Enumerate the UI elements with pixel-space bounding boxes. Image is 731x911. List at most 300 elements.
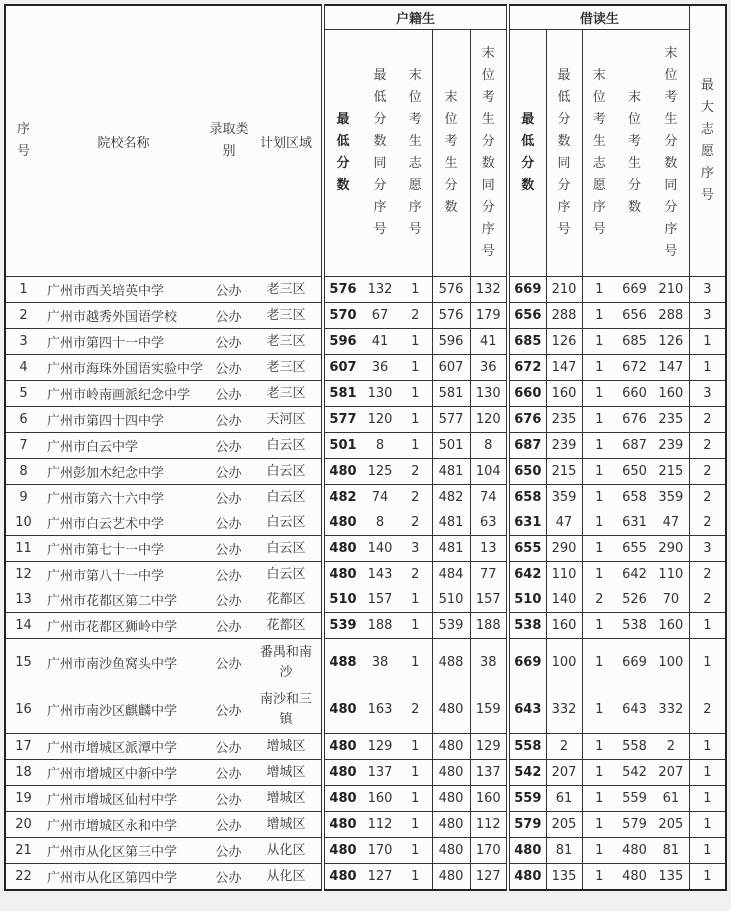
header-transfer-tie-rank-label: 最低分数同分序号 — [557, 68, 571, 237]
cell-resident-tie-rank: 120 — [361, 407, 399, 433]
cell-resident-tie-rank: 143 — [361, 562, 399, 588]
cell-resident-tie-rank: 163 — [367, 702, 393, 717]
cell-transfer-min-score: 658 — [508, 485, 546, 511]
cell-school-name: 广州市南沙区麒麟中学 — [47, 704, 178, 719]
cell-transfer-min-score: 656 — [508, 303, 546, 329]
cell-admission-type: 公办 — [206, 536, 251, 562]
cell-resident-last-tie-rank: 104 — [470, 459, 508, 485]
cell-transfer-choice-rank: 1 — [582, 812, 616, 838]
header-resident-choice-rank — [399, 30, 432, 277]
cell-admission-type: 公办 — [206, 381, 251, 407]
cell-plan-region: 天河区 — [251, 407, 323, 433]
cell-plan-region: 增城区 — [251, 812, 323, 838]
cell-transfer-choice-rank: 1 — [582, 485, 616, 511]
cell-transfer-last-tie-rank: 290 — [653, 536, 689, 562]
cell-plan-region: 从化区 — [251, 864, 323, 891]
cell-resident-last-score: 576 — [432, 277, 470, 303]
cell-resident-choice-rank: 1 — [399, 786, 432, 812]
table-row — [5, 433, 726, 459]
cell-row-number: 13 — [15, 592, 32, 607]
cell-transfer-choice-rank: 1 — [582, 277, 616, 303]
cell-transfer-choice-rank: 1 — [582, 407, 616, 433]
cell-row-number: 22 — [5, 864, 41, 891]
cell-resident-last-tie-rank: 127 — [470, 864, 508, 891]
cell-transfer-min-score: 685 — [508, 329, 546, 355]
cell-admission-type: 公办 — [206, 760, 251, 786]
cell-transfer-choice-rank: 1 — [582, 864, 616, 891]
cell-resident-min-score: 482 — [323, 485, 361, 511]
cell-admission-type: 公办 — [206, 613, 251, 639]
cell-transfer-min-score: 542 — [508, 760, 546, 786]
cell-transfer-tie-rank: 100 — [546, 639, 582, 687]
cell-transfer-tie-rank: 160 — [546, 381, 582, 407]
cell-max-choice-rank: 2 — [689, 433, 726, 459]
cell-plan-region: 增城区 — [251, 734, 323, 760]
cell-transfer-min-score: 669 — [508, 277, 546, 303]
cell-resident-last-tie-rank: 8 — [470, 433, 508, 459]
header-group-transfer: 借读生 — [508, 5, 689, 30]
cell-resident-min-score: 577 — [323, 407, 361, 433]
cell-plan-region: 番禺和南沙 — [251, 639, 323, 687]
cell-resident-last-score: 576 — [432, 303, 470, 329]
cell-resident-min-score: 480 — [323, 760, 361, 786]
cell-transfer-tie-rank: 140 — [546, 587, 582, 613]
cell-transfer-last-tie-rank: 205 — [653, 812, 689, 838]
cell-resident-last-score: 480 — [432, 786, 470, 812]
cell-transfer-choice-rank: 1 — [582, 459, 616, 485]
cell-resident-tie-rank: 125 — [361, 459, 399, 485]
cell-max-choice-rank: 1 — [689, 355, 726, 381]
cell-transfer-tie-rank: 332 — [546, 686, 582, 734]
cell-transfer-last-score: 480 — [616, 864, 653, 891]
cell-school-name: 广州市南沙鱼窝头中学 — [41, 639, 206, 687]
cell-transfer-tie-rank: 207 — [546, 760, 582, 786]
cell-resident-last-tie-rank: 74 — [470, 485, 508, 511]
cell-transfer-last-score: 650 — [616, 459, 653, 485]
header-resident-tie-rank-label: 最低分数同分序号 — [373, 68, 387, 237]
cell-transfer-last-score: 643 — [622, 702, 647, 717]
cell-resident-last-score: 480 — [432, 686, 470, 734]
cell-school-name: 广州市第七十一中学 — [41, 536, 206, 562]
cell-resident-last-score: 480 — [432, 864, 470, 891]
header-transfer-last-score — [616, 30, 653, 277]
table-row — [5, 459, 726, 485]
cell-transfer-last-tie-rank: 47 — [662, 515, 680, 530]
cell-row-number: 2 — [5, 303, 41, 329]
cell-transfer-min-score: 480 — [508, 864, 546, 891]
header-resident-min-score-label: 最低分数 — [336, 112, 350, 193]
cell-transfer-last-score: 687 — [616, 433, 653, 459]
cell-max-choice-rank: 3 — [689, 303, 726, 329]
cell-transfer-last-score: 655 — [616, 536, 653, 562]
cell-resident-last-tie-rank: 129 — [470, 734, 508, 760]
cell-row-number: 14 — [5, 613, 41, 639]
cell-admission-type: 公办 — [206, 459, 251, 485]
cell-resident-min-score: 480 — [323, 459, 361, 485]
cell-resident-last-tie-rank: 132 — [470, 277, 508, 303]
cell-transfer-last-score: 579 — [616, 812, 653, 838]
table-row — [5, 613, 726, 639]
cell-school-name: 广州市花都区狮岭中学 — [41, 613, 206, 639]
cell-resident-last-tie-rank: 160 — [470, 786, 508, 812]
cell-resident-tie-rank: 67 — [361, 303, 399, 329]
cell-resident-tie-rank: 132 — [361, 277, 399, 303]
cell-school-name: 广州市增城区仙村中学 — [41, 786, 206, 812]
cell-plan-region: 白云区 — [266, 514, 306, 530]
cell-row-number: 18 — [5, 760, 41, 786]
cell-transfer-min-score: 676 — [508, 407, 546, 433]
cell-row-number: 5 — [5, 381, 41, 407]
cell-admission-type: 公办 — [206, 407, 251, 433]
cell-transfer-min-score: 631 — [508, 510, 546, 536]
cell-resident-min-score: 480 — [323, 864, 361, 891]
cell-resident-choice-rank: 2 — [411, 515, 420, 530]
cell-transfer-min-score: 510 — [508, 587, 546, 613]
header-plan-region: 计划区域 — [259, 135, 312, 151]
cell-max-choice-rank: 1 — [689, 639, 726, 687]
header-resident-last-tie-rank — [470, 30, 508, 277]
cell-resident-min-score: 581 — [323, 381, 361, 407]
table-row — [5, 303, 726, 329]
header-school-name: 院校名称 — [97, 135, 150, 151]
cell-plan-region: 增城区 — [251, 760, 323, 786]
cell-max-choice-rank: 2 — [689, 587, 726, 613]
cell-resident-last-tie-rank: 63 — [470, 510, 508, 536]
cell-max-choice-rank: 2 — [689, 485, 726, 511]
cell-plan-region: 老三区 — [251, 355, 323, 381]
cell-transfer-choice-rank: 1 — [582, 838, 616, 864]
table-row — [5, 485, 726, 511]
cell-row-number: 17 — [5, 734, 41, 760]
cell-transfer-last-tie-rank: 147 — [653, 355, 689, 381]
cell-resident-choice-rank: 2 — [411, 702, 420, 717]
cell-resident-min-score: 480 — [323, 686, 361, 734]
cell-plan-region: 老三区 — [251, 277, 323, 303]
cell-transfer-tie-rank: 359 — [546, 485, 582, 511]
cell-max-choice-rank: 1 — [689, 838, 726, 864]
cell-transfer-last-score: 660 — [616, 381, 653, 407]
cell-transfer-last-score: 542 — [616, 760, 653, 786]
cell-admission-type: 公办 — [206, 734, 251, 760]
cell-max-choice-rank: 2 — [689, 459, 726, 485]
cell-row-number: 6 — [5, 407, 41, 433]
table-header — [5, 5, 726, 277]
cell-transfer-choice-rank: 1 — [582, 303, 616, 329]
cell-transfer-choice-rank: 2 — [582, 587, 616, 613]
cell-transfer-min-score: 650 — [508, 459, 546, 485]
header-resident-last-score-label: 末位考生分数 — [444, 90, 458, 215]
cell-transfer-last-tie-rank: 160 — [653, 381, 689, 407]
cell-max-choice-rank: 1 — [689, 812, 726, 838]
cell-plan-region: 老三区 — [251, 381, 323, 407]
cell-transfer-min-score: 480 — [508, 838, 546, 864]
cell-resident-min-score: 480 — [323, 510, 361, 536]
cell-transfer-tie-rank: 110 — [546, 562, 582, 588]
cell-resident-tie-rank: 112 — [361, 812, 399, 838]
cell-row-number: 8 — [5, 459, 41, 485]
cell-max-choice-rank: 1 — [689, 760, 726, 786]
cell-max-choice-rank: 1 — [689, 613, 726, 639]
cell-admission-type: 公办 — [206, 485, 251, 511]
cell-admission-type: 公办 — [206, 786, 251, 812]
header-max-choice-rank — [689, 5, 726, 277]
cell-resident-last-score: 480 — [432, 838, 470, 864]
cell-school-name: 广州市越秀外国语学校 — [41, 303, 206, 329]
cell-row-number: 1 — [5, 277, 41, 303]
cell-transfer-tie-rank: 290 — [546, 536, 582, 562]
cell-transfer-min-score: 559 — [508, 786, 546, 812]
cell-resident-last-tie-rank: 137 — [470, 760, 508, 786]
cell-resident-min-score: 480 — [323, 536, 361, 562]
cell-transfer-min-score: 538 — [508, 613, 546, 639]
table-row — [5, 536, 726, 562]
cell-max-choice-rank: 1 — [689, 864, 726, 891]
cell-resident-choice-rank: 2 — [399, 303, 432, 329]
cell-resident-choice-rank: 1 — [399, 355, 432, 381]
cell-transfer-choice-rank: 1 — [582, 355, 616, 381]
cell-resident-tie-rank: 74 — [361, 485, 399, 511]
cell-transfer-tie-rank: 126 — [546, 329, 582, 355]
cell-transfer-last-tie-rank: 359 — [653, 485, 689, 511]
cell-row-number: 21 — [5, 838, 41, 864]
cell-resident-min-score: 480 — [323, 812, 361, 838]
cell-resident-min-score: 596 — [323, 329, 361, 355]
cell-school-name: 广州市第八十一中学 — [41, 562, 206, 588]
cell-transfer-last-score: 480 — [616, 838, 653, 864]
cell-max-choice-rank: 2 — [689, 562, 726, 588]
cell-transfer-tie-rank: 160 — [546, 613, 582, 639]
cell-transfer-min-score: 687 — [508, 433, 546, 459]
cell-resident-tie-rank: 127 — [361, 864, 399, 891]
cell-row-number: 12 — [5, 562, 41, 588]
table-row — [5, 355, 726, 381]
cell-school-name: 广州市第四十一中学 — [41, 329, 206, 355]
cell-resident-choice-rank: 1 — [399, 734, 432, 760]
cell-transfer-choice-rank: 1 — [582, 329, 616, 355]
table-row — [5, 786, 726, 812]
table-row — [5, 639, 726, 687]
header-resident-last-score — [432, 30, 470, 277]
cell-resident-last-score: 484 — [432, 562, 470, 588]
cell-resident-tie-rank: 188 — [361, 613, 399, 639]
cell-resident-last-tie-rank: 41 — [470, 329, 508, 355]
cell-row-number: 20 — [5, 812, 41, 838]
table-row — [5, 381, 726, 407]
header-group-resident: 户籍生 — [323, 5, 508, 30]
cell-transfer-choice-rank: 1 — [582, 686, 616, 734]
cell-admission-type: 公办 — [206, 812, 251, 838]
cell-resident-tie-rank: 41 — [361, 329, 399, 355]
cell-transfer-last-tie-rank: 135 — [653, 864, 689, 891]
cell-row-number: 15 — [5, 639, 41, 687]
cell-max-choice-rank: 2 — [689, 686, 726, 734]
cell-resident-min-score: 480 — [323, 786, 361, 812]
cell-resident-last-score: 480 — [432, 734, 470, 760]
header-transfer-choice-rank-label: 末位考生志愿序号 — [592, 68, 606, 237]
cell-max-choice-rank: 1 — [689, 734, 726, 760]
cell-resident-last-score: 481 — [432, 459, 470, 485]
cell-admission-type: 公办 — [215, 517, 242, 532]
table-row — [5, 407, 726, 433]
cell-transfer-min-score: 655 — [508, 536, 546, 562]
cell-transfer-last-tie-rank: 2 — [653, 734, 689, 760]
cell-transfer-min-score: 669 — [508, 639, 546, 687]
cell-row-number: 10 — [15, 515, 32, 530]
cell-transfer-last-score: 538 — [616, 613, 653, 639]
cell-resident-last-tie-rank: 159 — [470, 686, 508, 734]
cell-admission-type: 公办 — [206, 639, 251, 687]
cell-resident-choice-rank: 1 — [399, 277, 432, 303]
cell-admission-type: 公办 — [215, 594, 242, 609]
cell-max-choice-rank: 3 — [689, 536, 726, 562]
cell-plan-region: 老三区 — [251, 329, 323, 355]
cell-resident-last-score: 501 — [432, 433, 470, 459]
cell-transfer-last-score: 656 — [616, 303, 653, 329]
cell-resident-choice-rank: 1 — [399, 812, 432, 838]
cell-transfer-min-score: 642 — [508, 562, 546, 588]
cell-transfer-choice-rank: 1 — [582, 613, 616, 639]
cell-transfer-last-tie-rank: 288 — [653, 303, 689, 329]
cell-resident-last-score: 482 — [432, 485, 470, 511]
cell-transfer-tie-rank: 47 — [546, 510, 582, 536]
cell-transfer-last-score: 669 — [616, 277, 653, 303]
table-row — [5, 838, 726, 864]
cell-row-number: 11 — [5, 536, 41, 562]
cell-school-name: 广州市增城区派潭中学 — [41, 734, 206, 760]
cell-admission-type: 公办 — [206, 329, 251, 355]
cell-resident-tie-rank: 129 — [361, 734, 399, 760]
cell-resident-choice-rank: 1 — [399, 613, 432, 639]
cell-school-name: 广州市第四十四中学 — [41, 407, 206, 433]
cell-transfer-last-tie-rank: 235 — [653, 407, 689, 433]
cell-admission-type: 公办 — [206, 277, 251, 303]
cell-resident-last-tie-rank: 36 — [470, 355, 508, 381]
header-admission-type — [206, 5, 251, 277]
cell-plan-region: 花都区 — [251, 613, 323, 639]
cell-max-choice-rank: 1 — [689, 786, 726, 812]
cell-resident-last-tie-rank: 179 — [470, 303, 508, 329]
cell-transfer-tie-rank: 135 — [546, 864, 582, 891]
table-row — [5, 277, 726, 303]
cell-resident-tie-rank: 160 — [361, 786, 399, 812]
cell-transfer-tie-rank: 288 — [546, 303, 582, 329]
cell-transfer-tie-rank: 61 — [546, 786, 582, 812]
cell-transfer-min-score: 579 — [508, 812, 546, 838]
table-row — [5, 587, 726, 613]
cell-resident-last-score: 488 — [432, 639, 470, 687]
cell-resident-tie-rank: 36 — [361, 355, 399, 381]
cell-transfer-tie-rank: 147 — [546, 355, 582, 381]
cell-admission-type: 公办 — [215, 704, 242, 719]
cell-resident-min-score: 501 — [323, 433, 361, 459]
cell-resident-min-score: 480 — [323, 838, 361, 864]
cell-resident-min-score: 607 — [323, 355, 361, 381]
cell-resident-choice-rank: 1 — [399, 864, 432, 891]
header-resident-last-tie-rank-label: 末位考生分数同分序号 — [481, 46, 495, 259]
cell-max-choice-rank: 2 — [689, 510, 726, 536]
cell-resident-last-score: 577 — [432, 407, 470, 433]
cell-resident-tie-rank: 140 — [361, 536, 399, 562]
cell-transfer-min-score: 558 — [508, 734, 546, 760]
cell-school-name: 广州市白云艺术中学 — [47, 517, 165, 532]
cell-resident-last-tie-rank: 170 — [470, 838, 508, 864]
cell-resident-choice-rank: 1 — [399, 381, 432, 407]
cell-resident-min-score: 510 — [323, 587, 361, 613]
cell-admission-type: 公办 — [206, 433, 251, 459]
cell-resident-choice-rank: 3 — [399, 536, 432, 562]
cell-school-name: 广州市增城区永和中学 — [41, 812, 206, 838]
cell-transfer-tie-rank: 235 — [546, 407, 582, 433]
cell-transfer-last-tie-rank: 61 — [653, 786, 689, 812]
admissions-table — [4, 4, 727, 891]
cell-transfer-last-score: 642 — [616, 562, 653, 588]
cell-transfer-tie-rank: 81 — [546, 838, 582, 864]
cell-transfer-last-score: 558 — [616, 734, 653, 760]
cell-school-name: 广州市增城区中新中学 — [41, 760, 206, 786]
cell-transfer-last-tie-rank: 126 — [653, 329, 689, 355]
cell-transfer-choice-rank: 1 — [582, 734, 616, 760]
table-row — [5, 734, 726, 760]
cell-transfer-last-tie-rank: 215 — [653, 459, 689, 485]
cell-resident-choice-rank: 1 — [399, 838, 432, 864]
cell-plan-region: 白云区 — [251, 562, 323, 588]
cell-school-name: 广州彭加木纪念中学 — [41, 459, 206, 485]
cell-row-number: 4 — [5, 355, 41, 381]
cell-resident-last-score: 596 — [432, 329, 470, 355]
cell-resident-last-tie-rank: 112 — [470, 812, 508, 838]
cell-resident-last-tie-rank: 13 — [470, 536, 508, 562]
cell-row-number: 3 — [5, 329, 41, 355]
cell-resident-choice-rank: 1 — [399, 407, 432, 433]
table-row — [5, 864, 726, 891]
cell-resident-min-score: 576 — [323, 277, 361, 303]
cell-resident-tie-rank: 170 — [361, 838, 399, 864]
cell-transfer-choice-rank: 1 — [582, 381, 616, 407]
cell-admission-type: 公办 — [206, 864, 251, 891]
cell-transfer-last-tie-rank: 110 — [653, 562, 689, 588]
cell-resident-tie-rank: 38 — [361, 639, 399, 687]
cell-transfer-choice-rank: 1 — [582, 639, 616, 687]
cell-resident-min-score: 570 — [323, 303, 361, 329]
cell-resident-min-score: 480 — [323, 734, 361, 760]
header-transfer-last-tie-rank-label: 末位考生分数同分序号 — [664, 46, 678, 259]
cell-plan-region: 增城区 — [251, 786, 323, 812]
header-transfer-last-score-label: 末位考生分数 — [628, 90, 642, 215]
cell-transfer-last-tie-rank: 239 — [653, 433, 689, 459]
header-row-number-label: 序号 — [16, 122, 30, 159]
cell-transfer-tie-rank: 215 — [546, 459, 582, 485]
cell-max-choice-rank: 3 — [689, 277, 726, 303]
cell-resident-tie-rank: 8 — [375, 515, 385, 530]
cell-school-name: 广州市西关培英中学 — [41, 277, 206, 303]
cell-transfer-last-tie-rank: 160 — [653, 613, 689, 639]
cell-transfer-last-score: 669 — [616, 639, 653, 687]
cell-resident-choice-rank: 1 — [399, 433, 432, 459]
cell-transfer-last-tie-rank: 100 — [653, 639, 689, 687]
cell-transfer-last-score: 685 — [616, 329, 653, 355]
cell-school-name: 广州市岭南画派纪念中学 — [41, 381, 206, 407]
table-row — [5, 510, 726, 536]
cell-transfer-min-score: 672 — [508, 355, 546, 381]
table-row — [5, 562, 726, 588]
cell-plan-region: 白云区 — [251, 485, 323, 511]
cell-resident-min-score: 488 — [323, 639, 361, 687]
cell-school-name: 广州市从化区第三中学 — [41, 838, 206, 864]
cell-transfer-last-tie-rank: 210 — [653, 277, 689, 303]
cell-resident-choice-rank: 1 — [399, 639, 432, 687]
cell-resident-tie-rank: 137 — [361, 760, 399, 786]
cell-plan-region: 从化区 — [251, 838, 323, 864]
